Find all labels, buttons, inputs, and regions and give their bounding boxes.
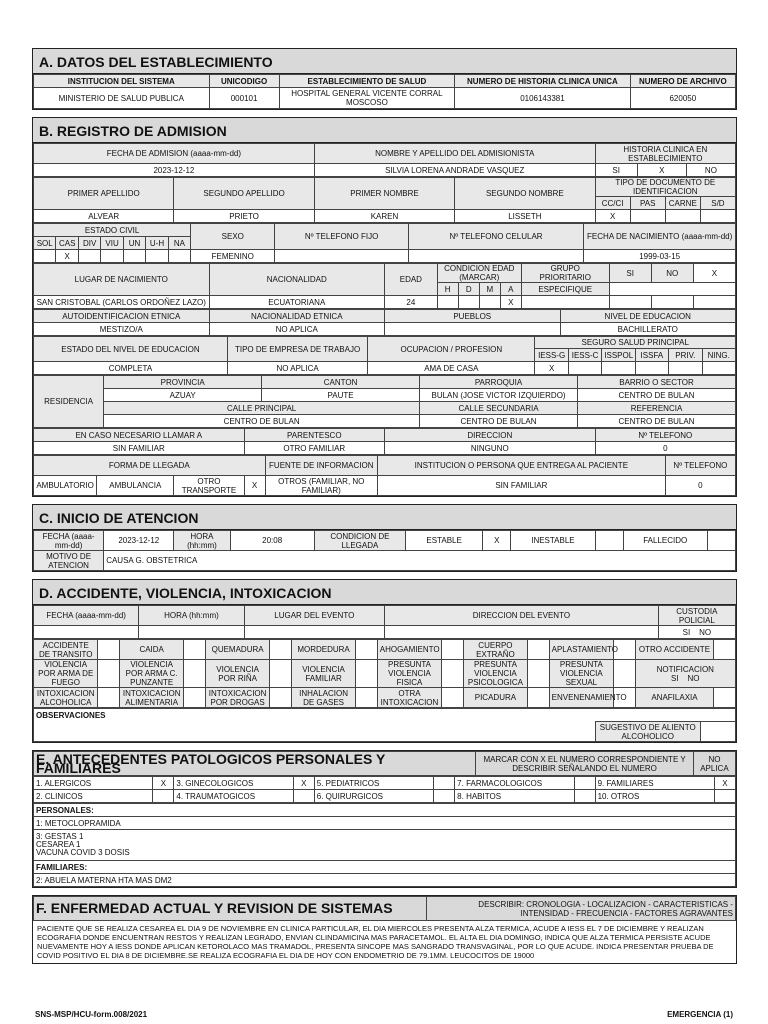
- section-d: [32, 579, 737, 743]
- seg-iess-g[interactable]: IESS-G: [535, 349, 568, 362]
- estable-mark[interactable]: X: [483, 531, 511, 551]
- seg-issfa[interactable]: ISSFA: [635, 349, 668, 362]
- pueblos-label: PUEBLOS: [385, 310, 561, 323]
- barrio-value[interactable]: CENTRO DE BULAN: [578, 389, 736, 402]
- section-f: [32, 895, 737, 964]
- barrio-label: BARRIO O SECTOR: [578, 376, 736, 389]
- nivel-educacion-value[interactable]: BACHILLERATO: [560, 323, 736, 336]
- lugar-nacimiento-value[interactable]: SAN CRISTOBAL (CARLOS ORDOÑEZ LAZO): [34, 296, 210, 309]
- caida[interactable]: CAIDA: [119, 640, 183, 660]
- form-page-label: EMERGENCIA (1): [667, 1010, 733, 1019]
- sexo-label: SEXO: [191, 224, 275, 250]
- ec-na[interactable]: NA: [168, 237, 190, 250]
- familiares-2[interactable]: 2: ABUELA MATERNA HTA MAS DM2: [34, 874, 736, 887]
- telefono-label: Nº TELEFONO: [595, 429, 735, 442]
- telefono-value[interactable]: 0: [595, 442, 735, 455]
- c-hora-value[interactable]: 20:08: [230, 531, 314, 551]
- pueblos-value[interactable]: [385, 323, 561, 336]
- doc-sd[interactable]: S/D: [700, 197, 735, 210]
- direccion-value[interactable]: NINGUNO: [384, 442, 595, 455]
- referencia-label: REFERENCIA: [578, 402, 736, 415]
- ahogamiento[interactable]: AHOGAMIENTO: [377, 640, 441, 660]
- custodia-options[interactable]: [658, 626, 735, 639]
- observaciones-label: OBSERVACIONES: [34, 709, 736, 722]
- ocupacion-value[interactable]: AMA DE CASA: [368, 362, 535, 375]
- provincia-label: PROVINCIA: [104, 376, 262, 389]
- aliento-label: SUGESTIVO DE ALIENTO ALCOHOLICO: [595, 722, 700, 742]
- estable-option[interactable]: ESTABLE: [406, 531, 483, 551]
- col-institucion: INSTITUCION DEL SISTEMA: [34, 75, 210, 88]
- accidente-grid: [33, 639, 736, 708]
- violencia-familiar[interactable]: VIOLENCIA FAMILIAR: [291, 660, 355, 688]
- grupo-no[interactable]: NO: [651, 264, 693, 283]
- estado-educacion-value[interactable]: COMPLETA: [34, 362, 228, 375]
- especifique-label: ESPECIFIQUE: [521, 283, 609, 296]
- unicodigo-value[interactable]: 000101: [209, 88, 279, 109]
- segundo-apellido-label: SEGUNDO APELLIDO: [174, 178, 314, 210]
- tipo-documento-label: TIPO DE DOCUMENTO DE IDENTIFICACION: [595, 178, 735, 197]
- antecedentes-grid: [33, 776, 736, 803]
- autoid-value[interactable]: MESTIZO/A: [34, 323, 210, 336]
- condicion-edad-label: CONDICION EDAD (MARCAR): [437, 264, 521, 283]
- fecha-nacimiento-label: FECHA DE NACIMIENTO (aaaa-mm-dd): [584, 224, 736, 250]
- hc-establecimiento-label: HISTORIA CLINICA EN ESTABLECIMIENTO: [595, 144, 735, 164]
- nac-etnica-label: NACIONALIDAD ETNICA: [209, 310, 385, 323]
- intox-alimentaria[interactable]: INTOXICACION ALIMENTARIA: [119, 688, 183, 708]
- anafilaxia[interactable]: ANAFILAXIA: [635, 688, 714, 708]
- fuente-value[interactable]: OTROS (FAMILIAR, NO FAMILIAR): [265, 476, 377, 496]
- seg-isspol[interactable]: ISSPOL: [602, 349, 635, 362]
- section-c-title: C. INICIO DE ATENCION: [33, 505, 736, 530]
- nivel-educacion-label: NIVEL DE EDUCACION: [560, 310, 736, 323]
- observaciones-value[interactable]: [34, 722, 596, 742]
- llamar-value[interactable]: SIN FAMILIAR: [34, 442, 245, 455]
- tel-fijo-label: Nº TELEFONO FIJO: [275, 224, 408, 250]
- tel-celular-value[interactable]: [408, 250, 584, 263]
- ec-div[interactable]: DIV: [78, 237, 100, 250]
- evento-table: [33, 605, 736, 639]
- ec-mark[interactable]: X: [56, 250, 78, 263]
- inicio-table: [33, 530, 736, 571]
- institucion-label: INSTITUCION O PERSONA QUE ENTREGA AL PACIENTE: [377, 456, 665, 476]
- violencia-fisica[interactable]: PRESUNTA VIOLENCIA FISICA: [377, 660, 441, 688]
- tipo-empresa-label: TIPO DE EMPRESA DE TRABAJO: [227, 337, 367, 362]
- aliento-mark[interactable]: [700, 722, 735, 742]
- forma-otro-transporte[interactable]: OTRO TRANSPORTE: [174, 476, 244, 496]
- accidente-transito[interactable]: ACCIDENTE DE TRANSITO: [34, 640, 98, 660]
- ant-habitos[interactable]: 8. HABITOS: [455, 790, 574, 803]
- hc-si[interactable]: SI: [595, 164, 637, 177]
- lugar-nacimiento-label: LUGAR DE NACIMIENTO: [34, 264, 210, 296]
- admision-table-2: [33, 177, 736, 223]
- especifique-value[interactable]: [609, 283, 735, 296]
- col-historia: NUMERO DE HISTORIA CLINICA UNICA: [455, 75, 631, 88]
- referencia-value[interactable]: CENTRO DE BULAN: [578, 415, 736, 428]
- fuente-label: FUENTE DE INFORMACION: [265, 456, 377, 476]
- parentesco-value[interactable]: OTRO FAMILIAR: [244, 442, 384, 455]
- d-fecha-label: FECHA (aaaa-mm-dd): [34, 606, 139, 626]
- ant-familiares-mark[interactable]: X: [714, 777, 735, 790]
- llamar-label: EN CASO NECESARIO LLAMAR A: [34, 429, 245, 442]
- parroquia-label: PARROQUIA: [420, 376, 578, 389]
- ec-un[interactable]: UN: [123, 237, 145, 250]
- nacionalidad-value[interactable]: ECUATORIANA: [209, 296, 385, 309]
- antecedentes-detalle: [33, 803, 736, 887]
- aplastamiento[interactable]: APLASTAMIENTO: [549, 640, 613, 660]
- violencia-psicologica[interactable]: PRESUNTA VIOLENCIA PSICOLOGICA: [463, 660, 527, 688]
- forma-llegada-label: FORMA DE LLEGADA: [34, 456, 266, 476]
- condicion-llegada-label: CONDICION DE LLEGADA: [314, 531, 405, 551]
- hc-no[interactable]: NO: [686, 164, 735, 177]
- sexo-value[interactable]: FEMENINO: [191, 250, 275, 263]
- section-b: [32, 117, 737, 497]
- ant-alergicos-mark[interactable]: X: [153, 777, 174, 790]
- otra-intoxicacion[interactable]: OTRA INTOXICACION: [377, 688, 441, 708]
- motivo-label: MOTIVO DE ATENCION: [34, 551, 104, 571]
- ant-clinicos[interactable]: 2. CLINICOS: [34, 790, 153, 803]
- telefono2-value[interactable]: 0: [665, 476, 735, 496]
- familiares-label: FAMILIARES:: [34, 861, 736, 874]
- primer-apellido-value[interactable]: ALVEAR: [34, 210, 174, 223]
- calle-secundaria-label: CALLE SECUNDARIA: [420, 402, 578, 415]
- personales-3[interactable]: [34, 830, 736, 861]
- grupo-prioritario-label: GRUPO PRIORITARIO: [521, 264, 609, 283]
- ec-viu[interactable]: VIU: [101, 237, 123, 250]
- d-direccion-label: DIRECCION DEL EVENTO: [384, 606, 658, 626]
- segundo-nombre-label: SEGUNDO NOMBRE: [455, 178, 595, 210]
- describir-instruccion: DESCRIBIR: CRONOLOGIA - LOCALIZACION - CARACTERISTICAS - INTENSIDAD - FRECUENCIA - FACTORES AGRAVANTES: [427, 897, 736, 921]
- estado-civil-label: ESTADO CIVIL: [34, 224, 191, 237]
- ec-uh[interactable]: U-H: [146, 237, 168, 250]
- fallecido-option[interactable]: FALLECIDO: [623, 531, 707, 551]
- tel-celular-label: Nº TELEFONO CELULAR: [408, 224, 584, 250]
- forma-ambulancia[interactable]: AMBULANCIA: [97, 476, 174, 496]
- ec-cas[interactable]: CAS: [56, 237, 78, 250]
- fecha-nacimiento-value[interactable]: 1999-03-15: [584, 250, 736, 263]
- violencia-rina[interactable]: VIOLENCIA POR RIÑA: [205, 660, 269, 688]
- d-lugar-label: LUGAR DEL EVENTO: [244, 606, 384, 626]
- edad-value[interactable]: 24: [385, 296, 438, 309]
- admision-table-3: [33, 223, 736, 263]
- primer-nombre-value[interactable]: KAREN: [314, 210, 454, 223]
- inestable-option[interactable]: INESTABLE: [511, 531, 595, 551]
- seguro-mark[interactable]: X: [535, 362, 568, 375]
- cond-d[interactable]: D: [458, 283, 479, 296]
- section-a-table: [33, 74, 736, 109]
- ant-familiares[interactable]: 9. FAMILIARES: [595, 777, 714, 790]
- section-b-title: B. REGISTRO DE ADMISION: [33, 118, 736, 143]
- form-code: SNS-MSP/HCU-form.008/2021: [35, 1010, 148, 1019]
- inhalacion-gases[interactable]: INHALACION DE GASES: [291, 688, 355, 708]
- edad-label: EDAD: [385, 264, 438, 296]
- canton-value[interactable]: PAUTE: [262, 389, 420, 402]
- fecha-admision-label: FECHA DE ADMISION (aaaa-mm-dd): [34, 144, 315, 164]
- section-e: [32, 750, 737, 888]
- parroquia-value[interactable]: BULAN (JOSE VICTOR IZQUIERDO): [420, 389, 578, 402]
- historia-value[interactable]: 0106143381: [455, 88, 631, 109]
- admision-table-1: [33, 143, 736, 177]
- notificacion-si[interactable]: SI: [671, 673, 679, 683]
- custodia-si[interactable]: SI: [682, 627, 691, 637]
- personales-3b: CESAREA 1: [36, 840, 81, 849]
- segundo-nombre-value[interactable]: LISSETH: [455, 210, 595, 223]
- ant-pediatricos[interactable]: 5. PEDIATRICOS: [314, 777, 433, 790]
- personales-3a: 3: GESTAS 1: [36, 832, 84, 841]
- cond-a[interactable]: A: [500, 283, 521, 296]
- enfermedad-header: [33, 896, 736, 921]
- primer-nombre-label: PRIMER NOMBRE: [314, 178, 454, 210]
- notificacion-label: NOTIFICACION: [656, 664, 714, 674]
- fecha-admision-value[interactable]: 2023-12-12: [34, 164, 315, 177]
- intox-alcoholica[interactable]: INTOXICACION ALCOHOLICA: [34, 688, 98, 708]
- calle-secundaria-value[interactable]: CENTRO DE BULAN: [420, 415, 578, 428]
- otro-accidente[interactable]: OTRO ACCIDENTE: [635, 640, 714, 660]
- seg-priv[interactable]: PRIV.: [669, 349, 702, 362]
- admision-table-8: [33, 428, 736, 455]
- tipo-empresa-value[interactable]: NO APLICA: [227, 362, 367, 375]
- cond-m[interactable]: M: [479, 283, 500, 296]
- canton-label: CANTON: [262, 376, 420, 389]
- c-fecha-label: FECHA (aaaa-mm-dd): [34, 531, 104, 551]
- section-c: [32, 504, 737, 572]
- personales-1[interactable]: 1: METOCLOPRAMIDA: [34, 817, 736, 830]
- mordedura[interactable]: MORDEDURA: [291, 640, 355, 660]
- admision-table-9: [33, 455, 736, 496]
- doc-pas[interactable]: PAS: [630, 197, 665, 210]
- intox-drogas[interactable]: INTOXICACION POR DROGAS: [205, 688, 269, 708]
- hc-mark[interactable]: X: [637, 164, 686, 177]
- c-hora-label: HORA (hh:mm): [174, 531, 230, 551]
- calle-principal-label: CALLE PRINCIPAL: [104, 402, 420, 415]
- primer-apellido-label: PRIMER APELLIDO: [34, 178, 174, 210]
- segundo-apellido-value[interactable]: PRIETO: [174, 210, 314, 223]
- marcar-instruccion: MARCAR CON X EL NUMERO CORRESPONDIENTE Y DESCRIBIR SEÑALANDO EL NUMERO: [476, 752, 694, 776]
- admision-table-5: [33, 309, 736, 336]
- notificacion-no[interactable]: NO: [687, 673, 700, 683]
- institucion-value[interactable]: MINISTERIO DE SALUD PUBLICA: [34, 88, 210, 109]
- form-page: [32, 48, 737, 971]
- cuerpo-extrano[interactable]: CUERPO EXTRAÑO: [463, 640, 527, 660]
- picadura[interactable]: PICADURA: [463, 688, 527, 708]
- calle-principal-value[interactable]: CENTRO DE BULAN: [104, 415, 420, 428]
- c-fecha-value[interactable]: 2023-12-12: [104, 531, 174, 551]
- observaciones-table: [33, 708, 736, 742]
- cond-h[interactable]: H: [437, 283, 458, 296]
- enfermedad-texto[interactable]: PACIENTE QUE SE REALIZA CESAREA EL DIA 9 DE NOVIEMBRE EN CLINICA PARTICULAR, EL DIA MIERCOLES PRESENTA ALZA TERMICA, ACUDE A IESS EL 7 DE DICIEMBRE Y REALIZAN ECOGRAFIA DONDE ENCUENTRAN RESTOS Y REALIZAN LEGRADO, ENVIAN CLINDAMICINA MAS PARACETAMOL. EL ALTA EL DIA DOMINGO, INDICA QUE ALZA TERMICA PERSISTE ACUDE NUEVAMENTE HOY A IESS DONDE APLICAN KETOROLACO MAS TRAMADOL, PRESENTA SINCOPE MAS SANGRADO TRANSVAGINAL, POR LO QUE ACUDE. INDICA PRESENTAR PRUEBA DE COVID POSITIVO EL DIA 8 DE DICIEMBRE.SE REALIZA ECOGRAFIA EL DIA DE HOY CON ENDOMETRIO DE 79.1MM. LEUCOCITOS DE 19000: [37, 924, 714, 960]
- grupo-si[interactable]: SI: [609, 264, 651, 283]
- institucion-value[interactable]: SIN FAMILIAR: [377, 476, 665, 496]
- provincia-value[interactable]: AZUAY: [104, 389, 262, 402]
- admisionista-value[interactable]: SILVIA LORENA ANDRADE VASQUEZ: [314, 164, 595, 177]
- col-archivo: NUMERO DE ARCHIVO: [630, 75, 735, 88]
- ant-ginecologicos-mark[interactable]: X: [293, 777, 314, 790]
- doc-cc[interactable]: CC/CI: [595, 197, 630, 210]
- ant-farmacologicos[interactable]: 7. FARMACOLOGICOS: [455, 777, 574, 790]
- ant-ginecologicos[interactable]: 3. GINECOLOGICOS: [174, 777, 293, 790]
- no-aplica-label: NO APLICA: [693, 752, 735, 776]
- doc-mark[interactable]: X: [595, 210, 630, 223]
- grupo-mark[interactable]: X: [693, 264, 735, 283]
- section-f-title: F. ENFERMEDAD ACTUAL Y REVISION DE SISTEMAS: [34, 897, 427, 921]
- seg-iess-c[interactable]: IESS-C: [568, 349, 601, 362]
- ocupacion-label: OCUPACION / PROFESION: [368, 337, 535, 362]
- admision-table-4: [33, 263, 736, 309]
- personales-3c: VACUNA COVID 3 DOSIS: [36, 848, 130, 857]
- custodia-label: CUSTODIA POLICIAL: [658, 606, 735, 626]
- violencia-sexual[interactable]: PRESUNTA VIOLENCIA SEXUAL: [549, 660, 613, 688]
- residencia-label: RESIDENCIA: [34, 376, 104, 428]
- admisionista-label: NOMBRE Y APELLIDO DEL ADMISIONISTA: [314, 144, 595, 164]
- estado-educacion-label: ESTADO DEL NIVEL DE EDUCACION: [34, 337, 228, 362]
- envenenamiento[interactable]: ENVENENAMIENTO: [549, 688, 613, 708]
- nacionalidad-label: NACIONALIDAD: [209, 264, 385, 296]
- ant-quirurgicos[interactable]: 6. QUIRURGICOS: [314, 790, 433, 803]
- forma-mark[interactable]: X: [244, 476, 265, 496]
- violencia-arma-fuego[interactable]: VIOLENCIA POR ARMA DE FUEGO: [34, 660, 98, 688]
- section-a-title: A. DATOS DEL ESTABLECIMIENTO: [33, 49, 736, 74]
- ant-traumatogicos[interactable]: 4. TRAUMATOGICOS: [174, 790, 293, 803]
- cond-mark[interactable]: X: [500, 296, 521, 309]
- antecedentes-header: [33, 751, 736, 776]
- ant-otros[interactable]: 10. OTROS: [595, 790, 714, 803]
- forma-ambulatorio[interactable]: AMBULATORIO: [34, 476, 97, 496]
- seguro-label: SEGURO SALUD PRINCIPAL: [535, 337, 736, 349]
- quemadura[interactable]: QUEMADURA: [205, 640, 269, 660]
- section-e-title: E. ANTECEDENTES PATOLOGICOS PERSONALES Y FAMILIARES: [34, 752, 476, 776]
- admision-table-6: [33, 336, 736, 375]
- doc-carne[interactable]: CARNE: [665, 197, 700, 210]
- personales-label: PERSONALES:: [34, 804, 736, 817]
- admision-table-7: [33, 375, 736, 428]
- custodia-no[interactable]: NO: [699, 627, 712, 637]
- seg-ning[interactable]: NING.: [702, 349, 735, 362]
- archivo-value[interactable]: 620050: [630, 88, 735, 109]
- ant-alergicos[interactable]: 1. ALERGICOS: [34, 777, 153, 790]
- telefono2-label: Nº TELEFONO: [665, 456, 735, 476]
- establecimiento-value[interactable]: HOSPITAL GENERAL VICENTE CORRAL MOSCOSO: [279, 88, 455, 109]
- d-hora-label: HORA (hh:mm): [139, 606, 244, 626]
- col-unicodigo: UNICODIGO: [209, 75, 279, 88]
- col-establecimiento: ESTABLECIMIENTO DE SALUD: [279, 75, 455, 88]
- tel-fijo-value[interactable]: [275, 250, 408, 263]
- nac-etnica-value[interactable]: NO APLICA: [209, 323, 385, 336]
- ec-sol[interactable]: SOL: [34, 237, 56, 250]
- autoid-label: AUTOIDENTIFICACION ETNICA: [34, 310, 210, 323]
- violencia-arma-punzante[interactable]: VIOLENCIA POR ARMA C. PUNZANTE: [119, 660, 183, 688]
- motivo-value[interactable]: CAUSA G. OBSTETRICA: [104, 551, 736, 571]
- section-d-title: D. ACCIDENTE, VIOLENCIA, INTOXICACION: [33, 580, 736, 605]
- section-a: [32, 48, 737, 110]
- parentesco-label: PARENTESCO: [244, 429, 384, 442]
- direccion-label: DIRECCION: [384, 429, 595, 442]
- notificacion-cell: [635, 660, 735, 688]
